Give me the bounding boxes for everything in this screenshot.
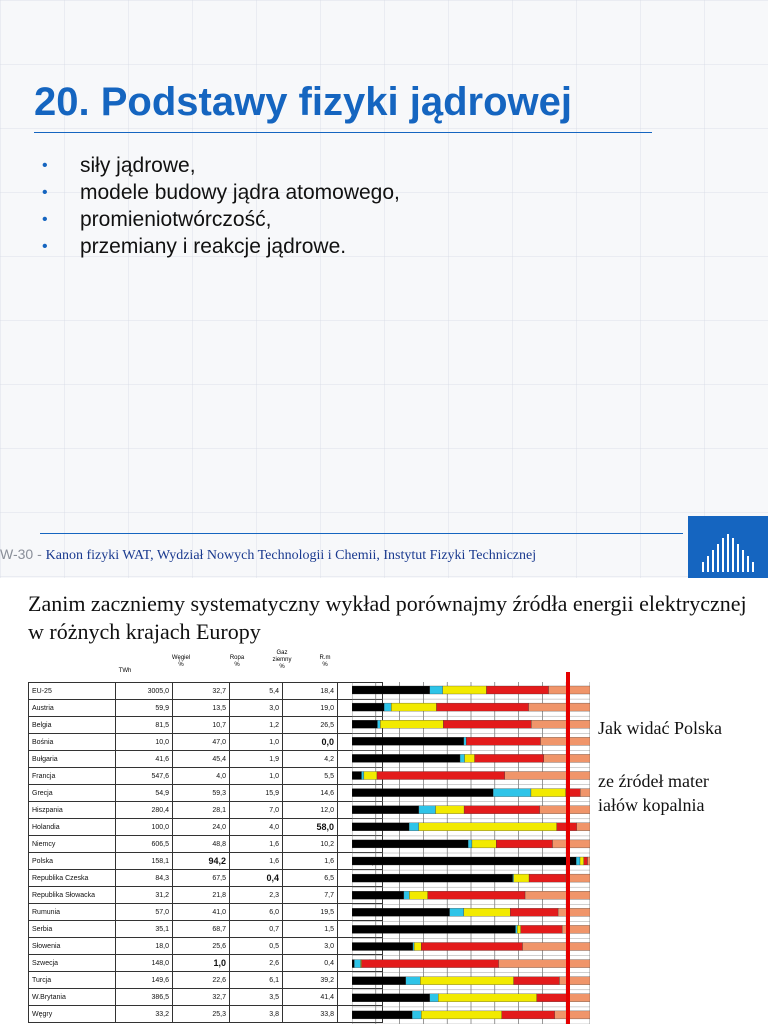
- bar-segment-oil: [493, 789, 531, 797]
- bar-segment-oil: [412, 1011, 421, 1019]
- coal-cell: 41,0: [173, 904, 230, 921]
- bar-segment-other: [569, 994, 590, 1002]
- bar-segment-oil: [430, 686, 443, 694]
- oil-cell: 15,9: [230, 785, 283, 802]
- bar-segment-nuclear: [464, 806, 540, 814]
- bar-segment-coal: [352, 908, 450, 916]
- coal-cell: 59,3: [173, 785, 230, 802]
- twh-cell: 280,4: [116, 802, 173, 819]
- coal-cell: 68,7: [173, 921, 230, 938]
- footer-rule: [40, 533, 683, 534]
- bar-segment-other: [558, 908, 590, 916]
- gas-cell: 41,4: [283, 989, 338, 1006]
- bar-segment-gas: [420, 977, 513, 985]
- bullet-item: • przemiany i reakcje jądrowe.: [42, 235, 347, 258]
- coal-cell: 21,8: [173, 887, 230, 904]
- bar-segment-oil: [419, 806, 436, 814]
- table-row: [29, 955, 383, 972]
- country-cell: Grecja: [29, 785, 116, 802]
- coal-cell: 28,1: [173, 802, 230, 819]
- twh-cell: 35,1: [116, 921, 173, 938]
- twh-cell: 3005,0: [116, 683, 173, 700]
- bar-segment-oil: [413, 943, 414, 951]
- table-row: [29, 734, 383, 751]
- bar-segment-coal: [352, 994, 430, 1002]
- bullet-list: [42, 152, 400, 260]
- bar-segment-coal: [352, 857, 576, 865]
- bar-segment-other: [523, 943, 590, 951]
- bar-segment-other: [577, 823, 590, 831]
- bar-segment-other: [525, 891, 590, 899]
- country-cell: Holandia: [29, 819, 116, 836]
- oil-cell: 1,9: [230, 751, 283, 768]
- table-row: [29, 972, 383, 989]
- bar-segment-nuclear: [436, 703, 528, 711]
- oil-cell: 0,4: [230, 870, 283, 887]
- bar-segment-coal: [352, 1011, 412, 1019]
- twh-cell: 33,2: [116, 1006, 173, 1023]
- oil-cell: 6,0: [230, 904, 283, 921]
- coal-cell: 67,5: [173, 870, 230, 887]
- bar-segment-gas: [409, 891, 427, 899]
- energy-bars-chart: [352, 682, 590, 1024]
- bar-segment-other: [555, 1011, 590, 1019]
- table-row: [29, 989, 383, 1006]
- table-row: [29, 700, 383, 717]
- gas-cell: 26,5: [283, 717, 338, 734]
- bar-segment-coal: [352, 686, 430, 694]
- coal-cell: 32,7: [173, 683, 230, 700]
- gas-cell: 3,0: [283, 938, 338, 955]
- gas-cell: 6,5: [283, 870, 338, 887]
- table-row: [29, 1006, 383, 1023]
- bar-segment-oil: [450, 908, 464, 916]
- bar-segment-coal: [352, 943, 413, 951]
- header-rm: R.m %: [319, 655, 331, 668]
- bar-segment-nuclear: [514, 977, 560, 985]
- bar-segment-nuclear: [529, 874, 566, 882]
- bar-segment-gas: [465, 754, 475, 762]
- slide-footer: [0, 546, 536, 564]
- twh-cell: 148,0: [116, 955, 173, 972]
- header-coal: Węgiel %: [171, 655, 191, 668]
- table-row: [29, 853, 383, 870]
- twh-cell: 386,5: [116, 989, 173, 1006]
- bar-segment-oil: [460, 754, 465, 762]
- gas-cell: 10,2: [283, 836, 338, 853]
- bar-segment-gas: [391, 703, 436, 711]
- oil-cell: 1,0: [230, 768, 283, 785]
- bar-segment-other: [580, 789, 590, 797]
- bar-segment-coal: [352, 874, 513, 882]
- twh-cell: 31,2: [116, 887, 173, 904]
- coal-cell: 1,0: [173, 955, 230, 972]
- bar-segment-other: [552, 840, 590, 848]
- oil-cell: 5,4: [230, 683, 283, 700]
- side-note-1: Jak widać Polska: [598, 718, 722, 738]
- bar-segment-gas: [580, 857, 584, 865]
- country-cell: Francja: [29, 768, 116, 785]
- country-cell: EU-25: [29, 683, 116, 700]
- country-cell: Bułgaria: [29, 751, 116, 768]
- gas-cell: 1,6: [283, 853, 338, 870]
- table-row: [29, 836, 383, 853]
- coal-cell: 48,8: [173, 836, 230, 853]
- bar-segment-oil: [404, 891, 409, 899]
- bar-segment-coal: [352, 703, 384, 711]
- twh-cell: 84,3: [116, 870, 173, 887]
- twh-cell: 547,6: [116, 768, 173, 785]
- bar-segment-nuclear: [496, 840, 552, 848]
- table-row: [29, 802, 383, 819]
- header-oil: Ropa %: [229, 655, 245, 668]
- table-row: [29, 683, 383, 700]
- coal-cell: 45,4: [173, 751, 230, 768]
- twh-cell: 606,5: [116, 836, 173, 853]
- footer-text: Kanon fizyki WAT, Wydział Nowych Technologii i Chemii, Instytut Fizyki Technicznej: [45, 548, 537, 563]
- bar-segment-nuclear: [510, 908, 558, 916]
- table-row: [29, 904, 383, 921]
- bar-segment-nuclear: [537, 994, 569, 1002]
- bullet-icon: •: [42, 211, 48, 228]
- bullet-item: • modele budowy jądra atomowego,: [42, 181, 400, 204]
- gas-cell: 0,4: [283, 955, 338, 972]
- bullet-icon: •: [42, 184, 48, 201]
- twh-cell: 158,1: [116, 853, 173, 870]
- bar-segment-gas: [517, 925, 521, 933]
- oil-cell: 0,5: [230, 938, 283, 955]
- table-row: [29, 785, 383, 802]
- title-underline: [34, 132, 652, 133]
- intro-paragraph: Zanim zaczniemy systematyczny wykład porównajmy źródła energii elektrycznej w różnych krajach Europy: [28, 591, 747, 644]
- energy-table-body: [29, 683, 383, 1023]
- bar-segment-oil: [377, 720, 380, 728]
- bar-segment-coal: [352, 823, 409, 831]
- country-cell: Szwecja: [29, 955, 116, 972]
- bullet-icon: •: [42, 157, 48, 174]
- country-cell: Belgia: [29, 717, 116, 734]
- gas-cell: 19,5: [283, 904, 338, 921]
- oil-cell: 7,0: [230, 802, 283, 819]
- bar-segment-gas: [438, 994, 537, 1002]
- table-row: [29, 819, 383, 836]
- header-gas: Gaz ziemny %: [272, 650, 292, 670]
- footer-code: W-30 -: [0, 546, 42, 562]
- slide-title: 20. Podstawy fizyki jądrowej: [34, 80, 572, 124]
- energy-table: [28, 682, 383, 1023]
- gas-cell: 0,0: [283, 734, 338, 751]
- bar-segment-coal: [352, 737, 464, 745]
- bar-segment-oil: [354, 960, 360, 968]
- bar-segment-nuclear: [428, 891, 525, 899]
- coal-cell: 47,0: [173, 734, 230, 751]
- bullet-icon: •: [42, 238, 48, 255]
- bullet-item: • siły jądrowe,: [42, 154, 196, 177]
- gas-cell: 33,8: [283, 1006, 338, 1023]
- bar-segment-gas: [380, 720, 443, 728]
- bar-segment-coal: [352, 960, 354, 968]
- oil-cell: 2,3: [230, 887, 283, 904]
- bar-segment-nuclear: [584, 857, 588, 865]
- bar-segment-coal: [352, 806, 419, 814]
- bar-segment-coal: [352, 840, 468, 848]
- oil-cell: 6,1: [230, 972, 283, 989]
- table-row: [29, 938, 383, 955]
- country-cell: Słowenia: [29, 938, 116, 955]
- gas-cell: 58,0: [283, 819, 338, 836]
- gas-cell: 19,0: [283, 700, 338, 717]
- twh-cell: 59,9: [116, 700, 173, 717]
- oil-cell: 3,5: [230, 989, 283, 1006]
- table-row: [29, 768, 383, 785]
- bar-segment-other: [531, 720, 590, 728]
- bar-segment-gas: [436, 806, 465, 814]
- coal-cell: 32,7: [173, 989, 230, 1006]
- oil-cell: 1,6: [230, 836, 283, 853]
- bar-segment-oil: [362, 772, 364, 780]
- bar-segment-gas: [472, 840, 496, 848]
- country-cell: Austria: [29, 700, 116, 717]
- country-cell: Niemcy: [29, 836, 116, 853]
- bar-segment-coal: [352, 925, 516, 933]
- twh-cell: 57,0: [116, 904, 173, 921]
- coal-cell: 24,0: [173, 819, 230, 836]
- gas-cell: 12,0: [283, 802, 338, 819]
- bar-segment-other: [559, 977, 590, 985]
- oil-cell: 1,0: [230, 734, 283, 751]
- bar-segment-nuclear: [377, 772, 505, 780]
- bar-segment-nuclear: [486, 686, 548, 694]
- oil-cell: 0,7: [230, 921, 283, 938]
- bar-segment-coal: [352, 754, 460, 762]
- bar-segment-gas: [514, 874, 529, 882]
- country-cell: Bośnia: [29, 734, 116, 751]
- bar-segment-nuclear: [421, 943, 522, 951]
- country-cell: Węgry: [29, 1006, 116, 1023]
- bar-segment-gas: [419, 823, 557, 831]
- coal-cell: 25,3: [173, 1006, 230, 1023]
- bar-segment-coal: [352, 772, 362, 780]
- bar-segment-other: [499, 960, 590, 968]
- bar-segment-nuclear: [475, 754, 544, 762]
- gas-cell: 18,4: [283, 683, 338, 700]
- bar-segment-gas: [364, 772, 377, 780]
- oil-cell: 4,0: [230, 819, 283, 836]
- country-cell: Serbia: [29, 921, 116, 938]
- gas-cell: 4,2: [283, 751, 338, 768]
- bar-segment-oil: [409, 823, 419, 831]
- bar-segment-oil: [576, 857, 580, 865]
- table-row: [29, 751, 383, 768]
- bar-segment-oil: [516, 925, 518, 933]
- bar-segment-other: [505, 772, 590, 780]
- table-row: [29, 887, 383, 904]
- country-cell: W.Brytania: [29, 989, 116, 1006]
- oil-cell: 3,0: [230, 700, 283, 717]
- coal-cell: 22,6: [173, 972, 230, 989]
- reference-red-line: [566, 672, 570, 1024]
- oil-cell: 1,2: [230, 717, 283, 734]
- header-twh: TWh: [118, 668, 132, 674]
- country-cell: Rumunia: [29, 904, 116, 921]
- oil-cell: 2,6: [230, 955, 283, 972]
- country-cell: Turcja: [29, 972, 116, 989]
- twh-cell: 18,0: [116, 938, 173, 955]
- bar-segment-oil: [464, 737, 466, 745]
- bar-segment-gas: [464, 908, 510, 916]
- gas-cell: 39,2: [283, 972, 338, 989]
- oil-cell: 3,8: [230, 1006, 283, 1023]
- side-note-3: iałów kopalnia: [598, 795, 705, 815]
- twh-cell: 81,5: [116, 717, 173, 734]
- bullet-item: • promieniotwórczość,: [42, 208, 272, 231]
- table-row: [29, 717, 383, 734]
- country-cell: Republika Czeska: [29, 870, 116, 887]
- bar-segment-oil: [468, 840, 472, 848]
- coal-cell: 25,6: [173, 938, 230, 955]
- country-cell: Republika Słowacka: [29, 887, 116, 904]
- bar-segment-nuclear: [362, 960, 499, 968]
- coal-cell: 10,7: [173, 717, 230, 734]
- twh-cell: 54,9: [116, 785, 173, 802]
- country-cell: Polska: [29, 853, 116, 870]
- bar-segment-nuclear: [502, 1011, 555, 1019]
- bar-segment-gas: [531, 789, 566, 797]
- coal-cell: 94,2: [173, 853, 230, 870]
- bar-segment-nuclear: [443, 720, 531, 728]
- table-row: [29, 870, 383, 887]
- bar-segment-gas: [421, 1011, 501, 1019]
- bar-segment-nuclear: [521, 925, 562, 933]
- bar-segment-gas: [443, 686, 487, 694]
- institute-logo-icon: [688, 516, 768, 578]
- twh-cell: 100,0: [116, 819, 173, 836]
- twh-cell: 149,6: [116, 972, 173, 989]
- bar-segment-coal: [352, 789, 493, 797]
- oil-cell: 1,6: [230, 853, 283, 870]
- bar-segment-coal: [352, 720, 377, 728]
- twh-cell: 41,6: [116, 751, 173, 768]
- bar-segment-coal: [352, 891, 404, 899]
- gas-cell: 1,5: [283, 921, 338, 938]
- gas-cell: 5,5: [283, 768, 338, 785]
- coal-cell: 4,0: [173, 768, 230, 785]
- coal-cell: 13,5: [173, 700, 230, 717]
- bar-segment-oil: [406, 977, 421, 985]
- bar-segment-oil: [430, 994, 438, 1002]
- country-cell: Hiszpania: [29, 802, 116, 819]
- table-row: [29, 921, 383, 938]
- bar-segment-nuclear: [466, 737, 540, 745]
- gas-cell: 7,7: [283, 887, 338, 904]
- bar-segment-other: [529, 703, 590, 711]
- bar-segment-coal: [352, 977, 406, 985]
- bar-segment-other: [588, 857, 590, 865]
- bar-segment-other: [540, 806, 590, 814]
- bar-segment-gas: [414, 943, 421, 951]
- twh-cell: 10,0: [116, 734, 173, 751]
- side-note-2: ze źródeł mater: [598, 771, 709, 791]
- bar-segment-oil: [384, 703, 391, 711]
- gas-cell: 14,6: [283, 785, 338, 802]
